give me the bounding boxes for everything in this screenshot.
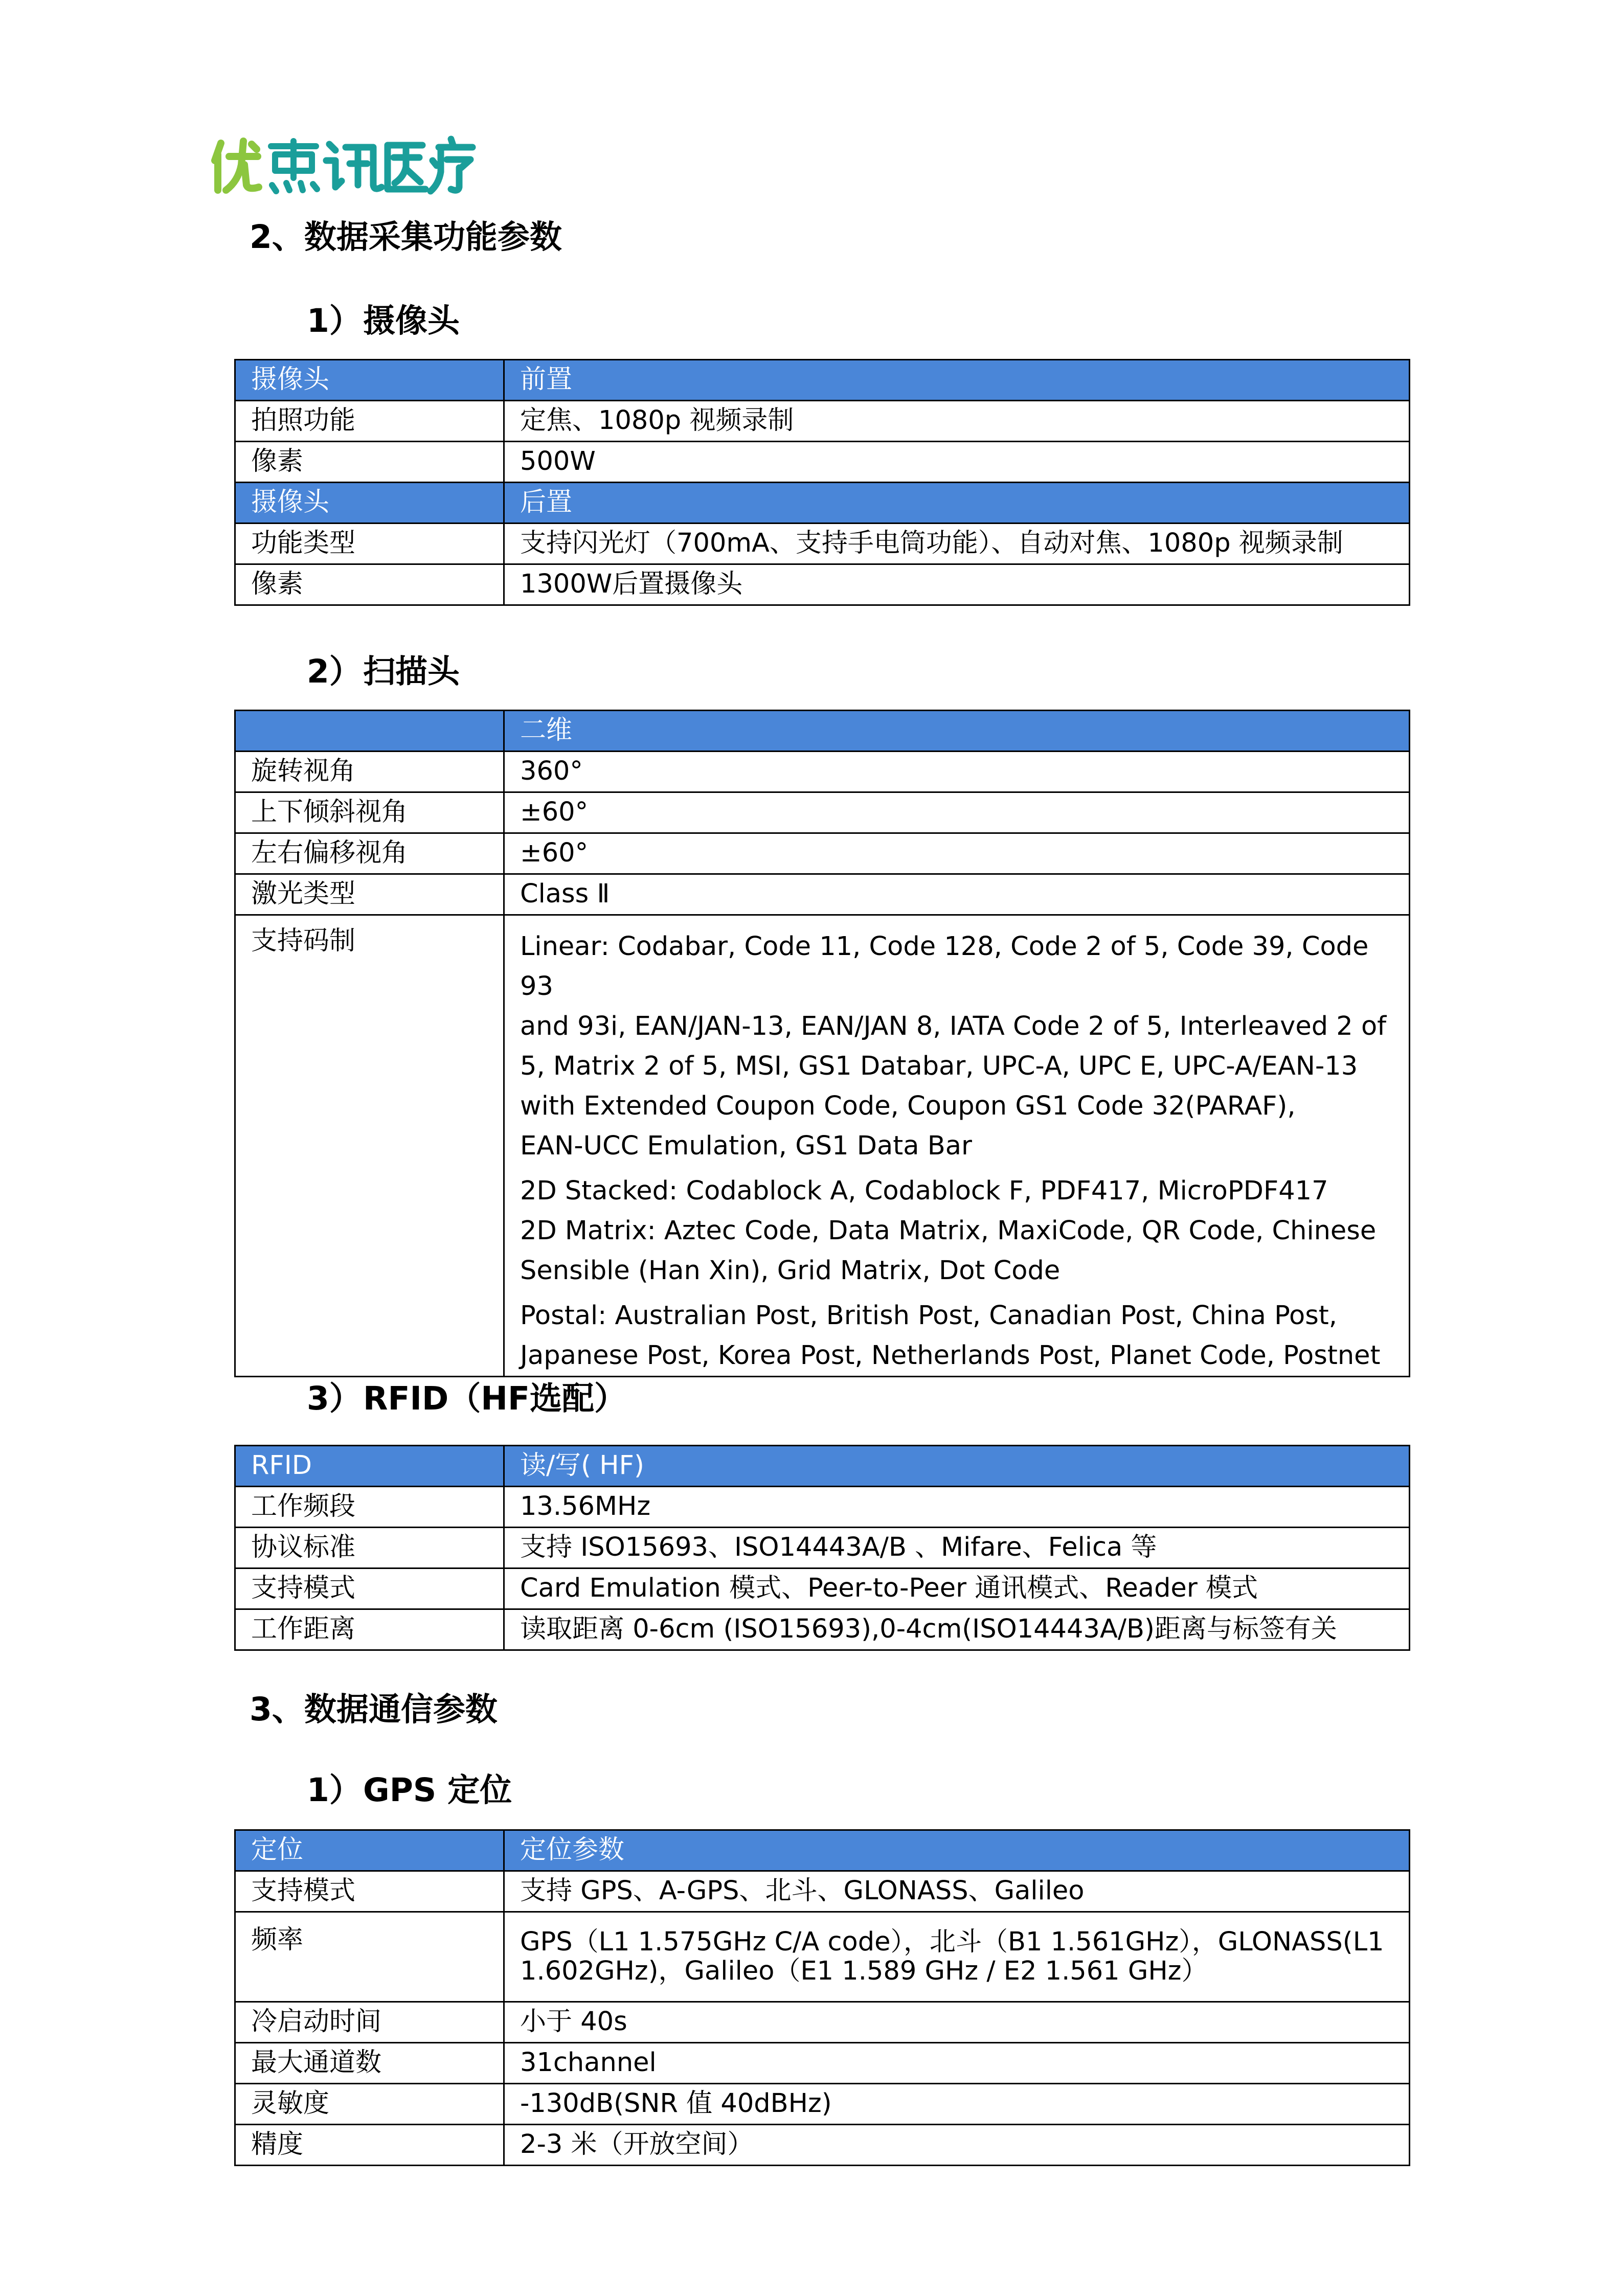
- table-row: [235, 752, 1410, 792]
- table-cell: ±60°: [504, 833, 1410, 874]
- postal-codes: [520, 1296, 1393, 1376]
- scanner-table: [234, 710, 1410, 1377]
- table-row: [235, 874, 1410, 915]
- table-cell: [235, 711, 504, 752]
- table-row: [235, 2043, 1410, 2084]
- table-row: [235, 1912, 1410, 2002]
- table-row: [235, 915, 1410, 1377]
- subsection-title: GPS 定位: [363, 1771, 512, 1809]
- table-cell: 读取距离 0-6cm (ISO15693),0-4cm(ISO14443A/B)距离与标签有关: [504, 1609, 1410, 1650]
- table-row: [235, 833, 1410, 874]
- text-line: and 93i, EAN/JAN-13, EAN/JAN 8, IATA Code 2 of 5, Interleaved 2 of: [520, 1011, 1387, 1041]
- text-line: Sensible (Han Xin), Grid Matrix, Dot Code: [520, 1256, 1061, 1286]
- subsection-number: 3）: [307, 1380, 362, 1417]
- table-cell: -130dB(SNR 值 40dBHz): [504, 2084, 1410, 2125]
- table-cell: 31channel: [504, 2043, 1410, 2084]
- subsection-number: 1）: [307, 1771, 362, 1809]
- text-line: Linear: Codabar, Code 11, Code 128, Code 2 of 5, Code 39, Code 93: [520, 931, 1369, 1002]
- table-cell: 支持码制: [235, 915, 504, 1377]
- table-cell: 摄像头: [235, 483, 504, 524]
- table-cell: 摄像头: [235, 360, 504, 401]
- linear-codes: [520, 927, 1393, 1166]
- text-line: EAN-UCC Emulation, GS1 Data Bar: [520, 1131, 972, 1161]
- rfid-table: [234, 1445, 1410, 1651]
- table-row: [235, 1487, 1410, 1528]
- table-cell: 2-3 米（开放空间）: [504, 2125, 1410, 2166]
- table-row: [235, 792, 1410, 833]
- table-cell: 上下倾斜视角: [235, 792, 504, 833]
- subsection-heading-gps: [307, 1771, 512, 1809]
- table-cell: 灵敏度: [235, 2084, 504, 2125]
- text-line: GPS（L1 1.575GHz C/A code），北斗（B1 1.561GHz），GLONASS(L1: [520, 1927, 1384, 1958]
- subsection-title: RFID（HF选配）: [363, 1380, 627, 1417]
- table-cell: 像素: [235, 564, 504, 605]
- table-row: [235, 2002, 1410, 2043]
- table-cell: 前置: [504, 360, 1410, 401]
- subsection-heading-rfid: [307, 1382, 626, 1415]
- table-cell: 小于 40s: [504, 2002, 1410, 2043]
- table-cell: 激光类型: [235, 874, 504, 915]
- camera-table: [234, 359, 1410, 606]
- table-row: [235, 524, 1410, 564]
- table-row: [235, 442, 1410, 483]
- table-row: [235, 1528, 1410, 1568]
- table-cell: Card Emulation 模式、Peer-to-Peer 通讯模式、Reader 模式: [504, 1568, 1410, 1609]
- table-cell: 精度: [235, 2125, 504, 2166]
- table-row: [235, 1609, 1410, 1650]
- table-cell: 支持 GPS、A-GPS、北斗、GLONASS、Galileo: [504, 1871, 1410, 1912]
- section-heading-data-communication: 3、数据通信参数: [250, 1691, 498, 1728]
- gps-table: [234, 1829, 1410, 2166]
- table-cell: 13.56MHz: [504, 1487, 1410, 1528]
- table-cell: 工作距离: [235, 1609, 504, 1650]
- table-cell: 定位: [235, 1830, 504, 1871]
- table-cell: 读/写( HF): [504, 1446, 1410, 1487]
- table-cell: 定位参数: [504, 1830, 1410, 1871]
- table-header-row: [235, 711, 1410, 752]
- subsection-heading-camera: [307, 302, 460, 339]
- table-cell: 后置: [504, 483, 1410, 524]
- table-cell: 最大通道数: [235, 2043, 504, 2084]
- table-cell: 协议标准: [235, 1528, 504, 1568]
- table-cell: 工作频段: [235, 1487, 504, 1528]
- table-header-row: [235, 360, 1410, 401]
- table-cell: 拍照功能: [235, 401, 504, 442]
- company-logo: [211, 134, 477, 198]
- table-row: [235, 1568, 1410, 1609]
- table-cell: 左右偏移视角: [235, 833, 504, 874]
- subsection-title: 扫描头: [363, 653, 460, 690]
- table-row: [235, 2084, 1410, 2125]
- table-row: [235, 401, 1410, 442]
- table-cell: ±60°: [504, 792, 1410, 833]
- table-cell: 支持 ISO15693、ISO14443A/B 、Mifare、Felica 等: [504, 1528, 1410, 1568]
- frequency-cell: [504, 1912, 1410, 2002]
- table-cell: 支持模式: [235, 1871, 504, 1912]
- table-cell: 功能类型: [235, 524, 504, 564]
- text-line: Postal: Australian Post, British Post, Canadian Post, China Post,: [520, 1301, 1338, 1331]
- table-cell: 像素: [235, 442, 504, 483]
- table-row: [235, 564, 1410, 605]
- table-cell: 旋转视角: [235, 752, 504, 792]
- text-line: Japanese Post, Korea Post, Netherlands Post, Planet Code, Postnet: [520, 1340, 1381, 1371]
- section-heading-data-collection: 2、数据采集功能参数: [250, 218, 562, 256]
- subsection-title: 摄像头: [363, 302, 460, 339]
- logo-mark: [211, 134, 477, 198]
- table-cell: 1300W后置摄像头: [504, 564, 1410, 605]
- table-cell: 支持模式: [235, 1568, 504, 1609]
- table-cell: 定焦、1080p 视频录制: [504, 401, 1410, 442]
- subsection-number: 1）: [307, 302, 362, 339]
- matrix-codes: [520, 1211, 1393, 1291]
- subsection-heading-scanner: [307, 655, 460, 688]
- table-header-row: [235, 483, 1410, 524]
- table-header-row: [235, 1446, 1410, 1487]
- table-cell: 支持闪光灯（700mA、支持手电筒功能）、自动对焦、1080p 视频录制: [504, 524, 1410, 564]
- text-line: 2D Matrix: Aztec Code, Data Matrix, MaxiCode, QR Code, Chinese: [520, 1216, 1377, 1246]
- table-cell: 频率: [235, 1912, 504, 2002]
- stacked-codes: [520, 1171, 1393, 1211]
- subsection-number: 2）: [307, 653, 362, 690]
- table-cell: 冷启动时间: [235, 2002, 504, 2043]
- supported-codes-cell: [504, 915, 1410, 1377]
- table-row: [235, 1871, 1410, 1912]
- table-cell: 500W: [504, 442, 1410, 483]
- text-line: 5, Matrix 2 of 5, MSI, GS1 Databar, UPC-A, UPC E, UPC-A/EAN-13: [520, 1051, 1358, 1081]
- text-line: 1.602GHz)，Galileo（E1 1.589 GHz / E2 1.561 GHz）: [520, 1956, 1208, 1986]
- table-cell: 360°: [504, 752, 1410, 792]
- text-line: with Extended Coupon Code, Coupon GS1 Code 32(PARAF),: [520, 1091, 1296, 1121]
- table-row: [235, 2125, 1410, 2166]
- table-header-row: [235, 1830, 1410, 1871]
- table-cell: 二维: [504, 711, 1410, 752]
- table-cell: RFID: [235, 1446, 504, 1487]
- table-cell: Class Ⅱ: [504, 874, 1410, 915]
- text-line: 2D Stacked: Codablock A, Codablock F, PDF417, MicroPDF417: [520, 1176, 1328, 1206]
